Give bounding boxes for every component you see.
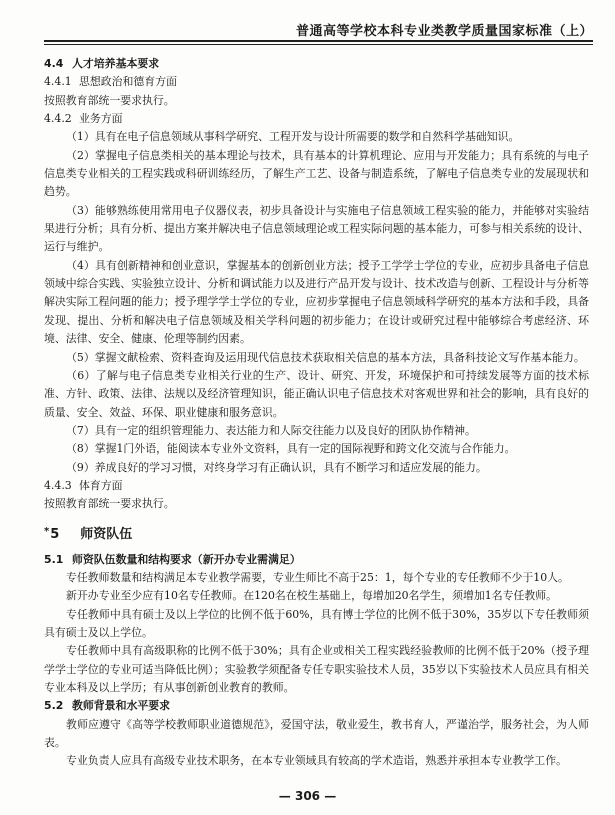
requirement-item: （7）具有一定的组织管理能力、表达能力和人际交往能力以及良好的团队协作精神。 xyxy=(66,423,476,437)
body-paragraph: 专任教师数量和结构满足本专业教学需要，专业生师比不高于25：1，每个专业的专任教师不少于10人。 xyxy=(66,570,569,584)
page-number: — 306 — xyxy=(278,789,337,803)
subsection-title: 思想政治和德育方面 xyxy=(78,75,177,89)
requirement-item: （2）掌握电子信息类相关的基本理论与技术，具有基本的计算机理论、应用与开发能力；具有系统的与电子信息类专业相关的工程实践或科研训练经历，了解生产工艺、设备与制造系统，了解电子信息类专业的发展现状和趋势。 xyxy=(44,148,589,199)
section-title: 师资队伍数量和结构要求（新开办专业需满足） xyxy=(72,552,301,566)
section-heading-4-4 xyxy=(44,55,589,73)
section-number: 5.1 xyxy=(44,552,64,566)
body-paragraph: 按照教育部统一要求执行。 xyxy=(44,93,175,107)
requirement-item: （3）能够熟练使用常用电子仪器仪表，初步具备设计与实施电子信息领域工程实验的能力，并能够对实验结果进行分析；具有分析、提出方案并解决电子信息领域理论或工程实际问题的基本能力，可参与相关系统的设计、运行与维护。 xyxy=(44,203,589,254)
body-paragraph: 专任教师中具有高级职称的比例不低于30%；具有企业或相关工程实践经验教师的比例不低于20%（授予理学学士学位的专业可适当降低比例）；实验教学须配备专任专职实验技术人员，35岁以下实验技术人员应具有相关专业本科及以上学历；有从事创新创业教育的教师。 xyxy=(44,644,589,694)
subsection-heading-4-4-2 xyxy=(44,110,589,128)
body-paragraph: 新开办专业至少应有10名专任教师。在120名在校生基础上，每增加20名学生，须增加1名专任教师。 xyxy=(66,589,558,603)
requirement-item: （9）养成良好的学习习惯，对终身学习有正确认识，具有不断学习和适应发展的能力。 xyxy=(66,460,487,474)
subsection-heading-4-4-3 xyxy=(44,477,589,495)
section-heading-5-1 xyxy=(44,551,589,569)
requirement-item: （5）掌握文献检索、资料查询及运用现代信息技术获取相关信息的基本方法，具备科技论文写作基本能力。 xyxy=(66,350,585,364)
star-marker: * xyxy=(44,525,50,537)
subsection-heading-4-4-1 xyxy=(44,73,589,91)
chapter-title: 师资队伍 xyxy=(80,526,133,542)
header-rule xyxy=(44,40,593,42)
body-paragraph: 专任教师中具有硕士及以上学位的比例不低于60%，具有博士学位的比例不低于30%，35岁以下专任教师须具有硕士及以上学位。 xyxy=(44,607,589,639)
section-title: 教师背景和水平要求 xyxy=(72,699,171,713)
chapter-number: 5 xyxy=(50,526,60,542)
requirement-item: （6）了解与电子信息类专业相关行业的生产、设计、研究、开发，环境保护和可持续发展等方面的技术标准、方针、政策、法律、法规以及经济管理知识，能正确认识电子信息技术对客观世界和社会的影响，具有良好的质量、安全、效益、环保、职业健康和服务意识。 xyxy=(44,368,589,419)
subsection-title: 体育方面 xyxy=(78,478,123,492)
section-number: 4.4 xyxy=(44,57,64,70)
header-rule-thin xyxy=(44,44,593,45)
section-heading-5-2 xyxy=(44,697,589,715)
requirement-item: （1）具有在电子信息领域从事科学研究、工程开发与设计所需要的数学和自然科学基础知识。 xyxy=(66,130,520,144)
section-number: 5.2 xyxy=(44,699,64,713)
subsection-title: 业务方面 xyxy=(78,112,123,126)
subsection-number: 4.4.1 xyxy=(44,75,72,89)
running-header: 普通高等学校本科专业类教学质量国家标准（上） xyxy=(295,24,593,39)
body-paragraph: 教师应遵守《高等学校教师职业道德规范》，爱国守法，敬业爱生，教书育人，严谨治学，服务社会，为人师表。 xyxy=(44,717,589,750)
subsection-number: 4.4.3 xyxy=(44,478,72,492)
requirement-item: （4）具有创新精神和创业意识，掌握基本的创新创业方法；授予工学学士学位的专业，应初步具备电子信息领域中综合实践、实验独立设计、分析和调试能力以及进行产品开发与设计、技术改造与创新、工程设计与分析等解决实际工程问题的能力；授予理学学士学位的专业，应初步掌握电子信息领域科学研究的基本方法和手段，具备发现、提出、分析和解决电子信息领域及相关学科问题的初步能力；在设计或研究过程中能够综合考虑经济、环境、法律、安全、健康、伦理等制约因素。 xyxy=(44,258,589,346)
section-title: 人才培养基本要求 xyxy=(72,57,160,70)
page-content xyxy=(44,55,589,771)
requirement-item: （8）掌握1门外语，能阅读本专业外文资料，具有一定的国际视野和跨文化交流与合作能力。 xyxy=(66,442,516,456)
chapter-heading-5 xyxy=(44,522,589,545)
body-paragraph: 按照教育部统一要求执行。 xyxy=(44,497,175,511)
body-paragraph: 专业负责人应具有高级专业技术职务，在本专业领域具有较高的学术造诣，熟悉并承担本专业教学工作。 xyxy=(66,754,567,768)
subsection-number: 4.4.2 xyxy=(44,112,72,126)
